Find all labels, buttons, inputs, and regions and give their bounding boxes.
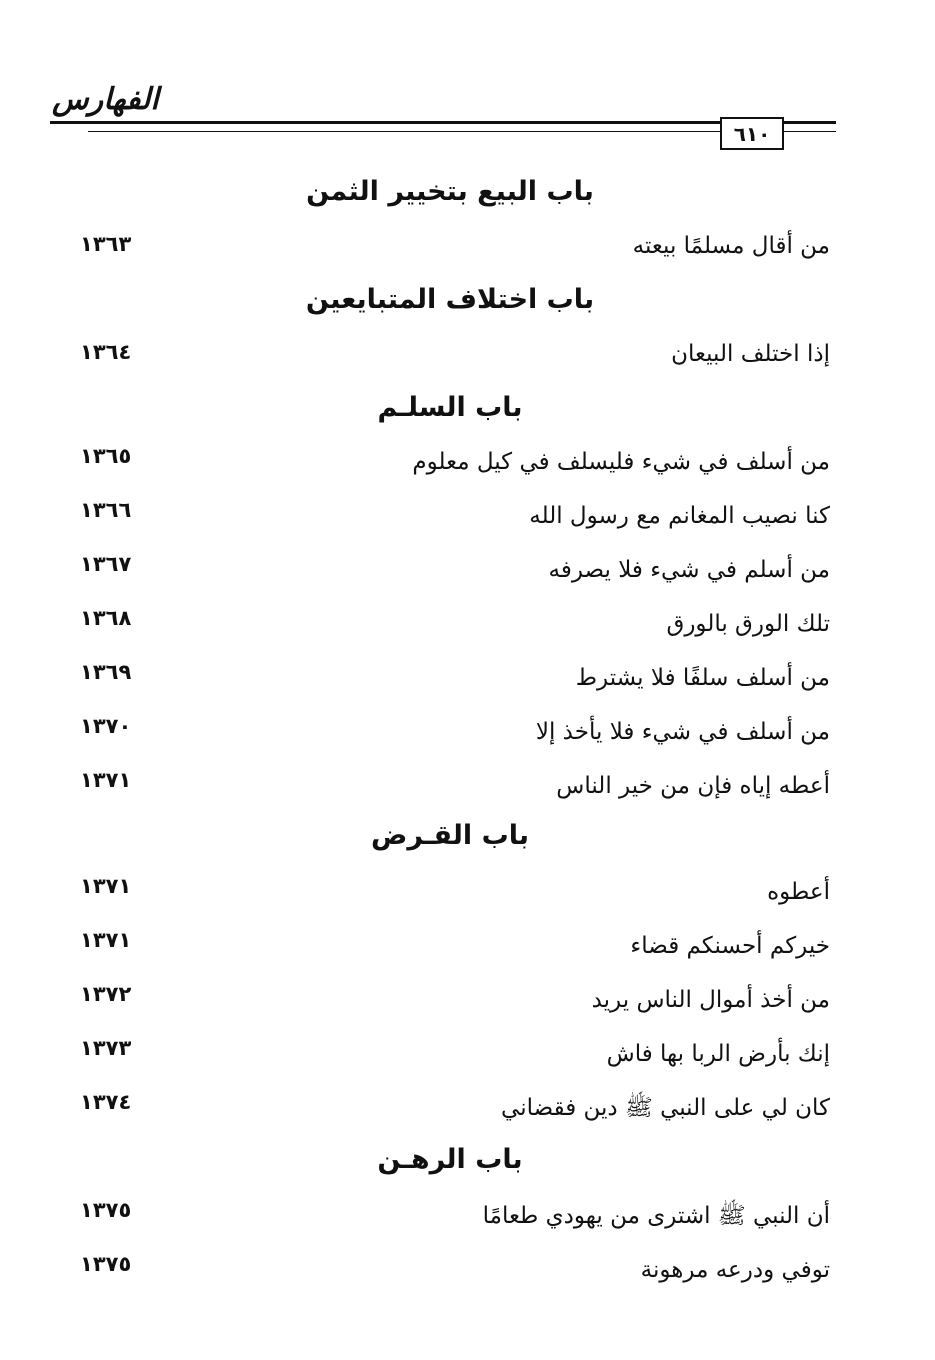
entry-text: أعطوه [767,879,830,905]
entry-number: ١٣٧٤ [80,1090,132,1114]
entry-number: ١٣٧٣ [80,1036,132,1060]
section-title: باب القـرض [371,820,529,851]
entry-text: من أسلف سلفًا فلا يشترط [575,665,830,691]
entry-text: كان لي على النبي ﷺ دين فقضاني [501,1095,830,1121]
entry-number: ١٣٧١ [80,768,132,792]
entry-text: خيركم أحسنكم قضاء [630,933,830,959]
entry-number: ١٣٦٦ [80,498,132,522]
section-title: باب الرهـن [377,1144,523,1175]
entry-number: ١٣٧٥ [80,1198,132,1222]
entry-text: كنا نصيب المغانم مع رسول الله [529,503,830,529]
entry-text: تلك الورق بالورق [666,611,830,637]
section-title: باب البيع بتخيير الثمن [306,176,594,207]
entry-text: إذا اختلف البيعان [671,341,830,367]
entry-number: ١٣٧٠ [80,714,132,738]
entry-text: من أخذ أموال الناس يريد [591,987,830,1013]
entry-text: إنك بأرض الربا بها فاش [606,1041,830,1067]
page-number: ٦١٠ [733,121,771,146]
entry-text: أعطه إياه فإن من خير الناس [556,773,830,799]
entry-number: ١٣٦٨ [80,606,132,630]
entry-number: ١٣٦٥ [80,444,132,468]
section-title: باب السلـم [377,392,523,423]
entry-number: ١٣٧١ [80,874,132,898]
entry-text: من أسلم في شيء فلا يصرفه [548,557,830,583]
entry-number: ١٣٧١ [80,928,132,952]
entry-text: توفي ودرعه مرهونة [640,1257,830,1283]
entry-text: أن النبي ﷺ اشترى من يهودي طعامًا [482,1203,830,1229]
entry-text: من أسلف في شيء فلا يأخذ إلا [535,719,830,745]
entry-number: ١٣٦٣ [80,232,132,256]
entry-text: من أقال مسلمًا بيعته [632,233,830,259]
page-number-box [720,117,784,150]
section-title: باب اختلاف المتبايعين [305,284,595,315]
entry-number: ١٣٦٩ [80,660,132,684]
entry-number: ١٣٧٢ [80,982,132,1006]
header-rule-thick [50,121,836,124]
entry-number: ١٣٦٧ [80,552,132,576]
entry-number: ١٣٧٥ [80,1252,132,1276]
entry-number: ١٣٦٤ [80,340,132,364]
header-title: الفهارس [52,82,159,117]
entry-text: من أسلف في شيء فليسلف في كيل معلوم [412,449,830,475]
